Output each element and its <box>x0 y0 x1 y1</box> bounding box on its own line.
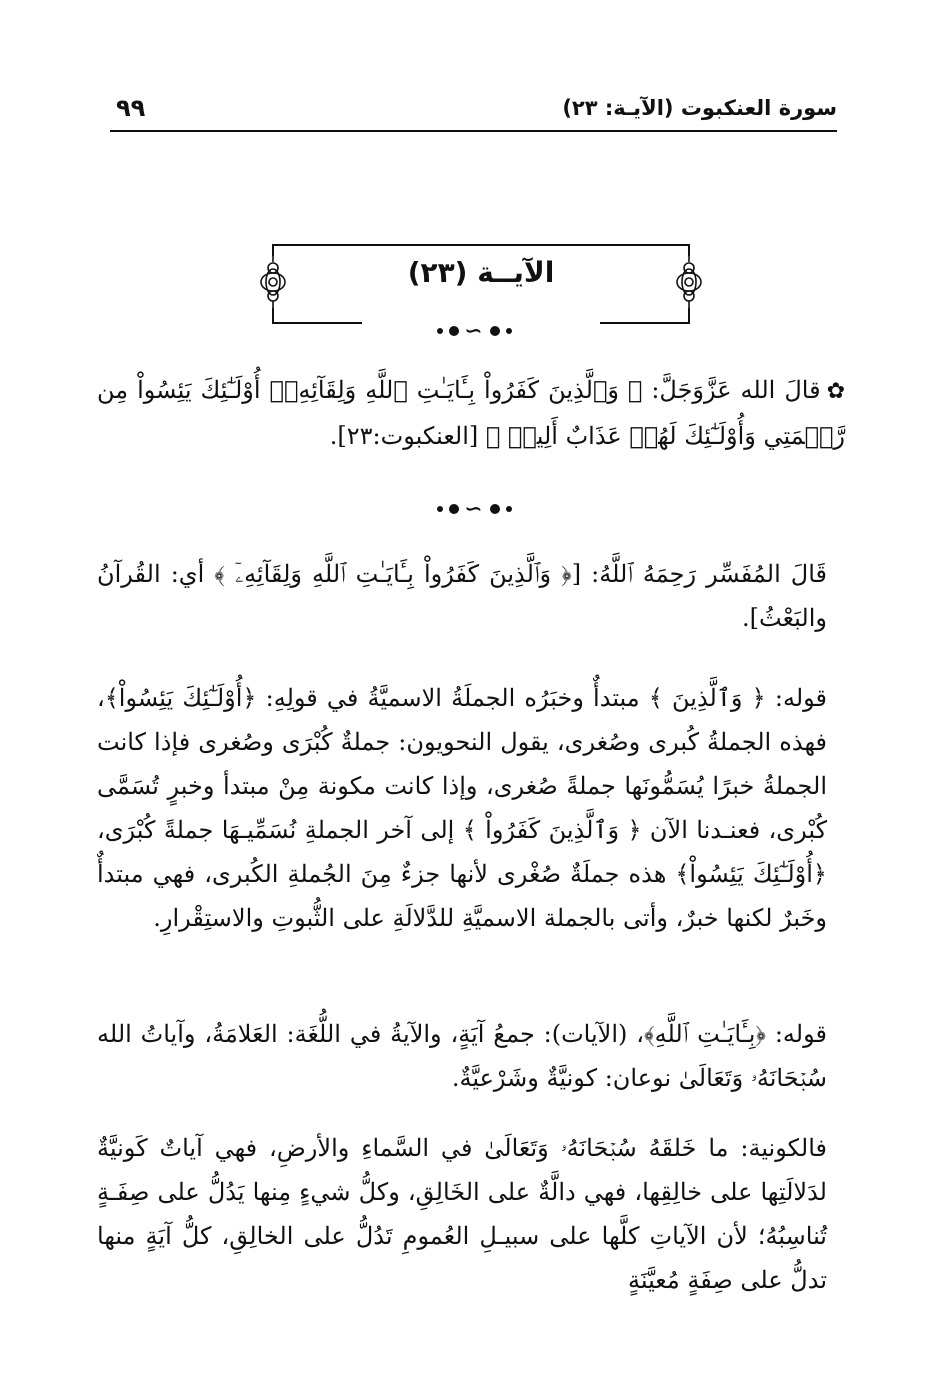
flower-bullet-icon: ✿ <box>826 379 845 404</box>
verse-heading-frame <box>272 244 690 324</box>
commentary-paragraph: قوله: ﴿ وَٱلَّذِينَ ﴾ مبتدأٌ وخبَرُه الجملَةُ الاسميَّةُ في قولِهِ: ﴿أُوْلَـٰٓئِكَ يَئِسُواْ﴾، فهذه الجملةُ كُبرى وصُغرى، يقول النحويون: جملةٌ كُبْرَى وصُغرى فإذا كانت الجملةُ خبرًا يُسَمُّونَها جملةً صُغرى، وإذا كانت مكونة مِنْ مبتدأ وخبرٍ تُسَمَّى كُبْرى، فعنـدنا الآن ﴿ وَٱلَّذِينَ كَفَرُواْ ﴾ إلى آخر الجملةِ نُسَمِّيـهَا جملةً كُبْرَى، ﴿أُوْلَـٰٓئِكَ يَئِسُواْ﴾ هذه جملَةٌ صُغْرى لأنها جزءٌ مِنَ الجُملةِ الكُبرى، فهي مبتدأٌ وخَبرٌ لكنها خبرٌ، وأتى بالجملة الاسميَّةِ للدَّلالَةِ على الثُّبوتِ والاستِقْرارِ. <box>97 684 827 932</box>
running-title: سورة العنكبوت (الآيـة: ٢٣) <box>562 96 837 120</box>
verse-text <box>97 368 845 458</box>
page-number: ٩٩ <box>116 94 146 122</box>
section-ornament: ∽ <box>0 318 949 344</box>
commentary-paragraph: قَالَ المُفَسِّر رَحِمَهُ ٱللَّهُ: [﴿ وَٱلَّذِينَ كَفَرُواْ بِـَٔايَـٰتِ ٱللَّهِ وَلِقَآئِهِۦٓ ﴾ أي: القُرآنُ والبَعْثُ]. <box>97 560 827 632</box>
verse-body: قالَ الله عَزَّوَجَلَّ: ﴿ وَٱلَّذِينَ كَفَرُواْ بِـَٔايَـٰتِ ٱللَّهِ وَلِقَآئِهِۦٓ أُوْلَـٰٓئِكَ يَئِسُواْ مِن رَّحۡمَتِي وَأُوْلَـٰٓئِكَ لَهُمۡ عَذَابٌ أَلِيمٞ ﴾ [العنكبوت:٢٣]. <box>97 376 845 450</box>
section-ornament: ∽ <box>0 496 949 522</box>
frame-top-line <box>272 244 690 246</box>
page-header <box>110 94 837 132</box>
commentary-paragraph: فالكونية: ما خَلقَهُ سُبۡحَانَهُۥ وَتَعَالَىٰ في السَّماءِ والأرضِ، فهي آياتٌ كَونيَّةٌ لدَلالَتِها على خالِقِها، فهي دالَّةٌ على الخَالِقِ، وكلُّ شيءٍ مِنها يَدُلُّ على صِفَـةٍ تُناسِبُهُ؛ لأن الآياتِ كلَّها على سبيـلِ العُمومِ تَدُلُّ على الخالِقِ، كلُّ آيَةٍ منها تدلُّ على صِفَةٍ مُعيَّنَةٍ <box>97 1134 827 1294</box>
verse-heading: الآيــة (٢٣) <box>407 256 555 289</box>
commentary-paragraph: قوله: ﴿بِـَٔايَـٰتِ ٱللَّهِ﴾، (الآيات): جمعُ آيَةٍ، والآيةُ في اللُّغَة: العَلامَةُ، وآياتُ الله سُبۡحَانَهُۥ وَتَعَالَىٰ نوعان: كونيَّةٌ وشَرْعيَّةٌ. <box>97 1020 827 1092</box>
